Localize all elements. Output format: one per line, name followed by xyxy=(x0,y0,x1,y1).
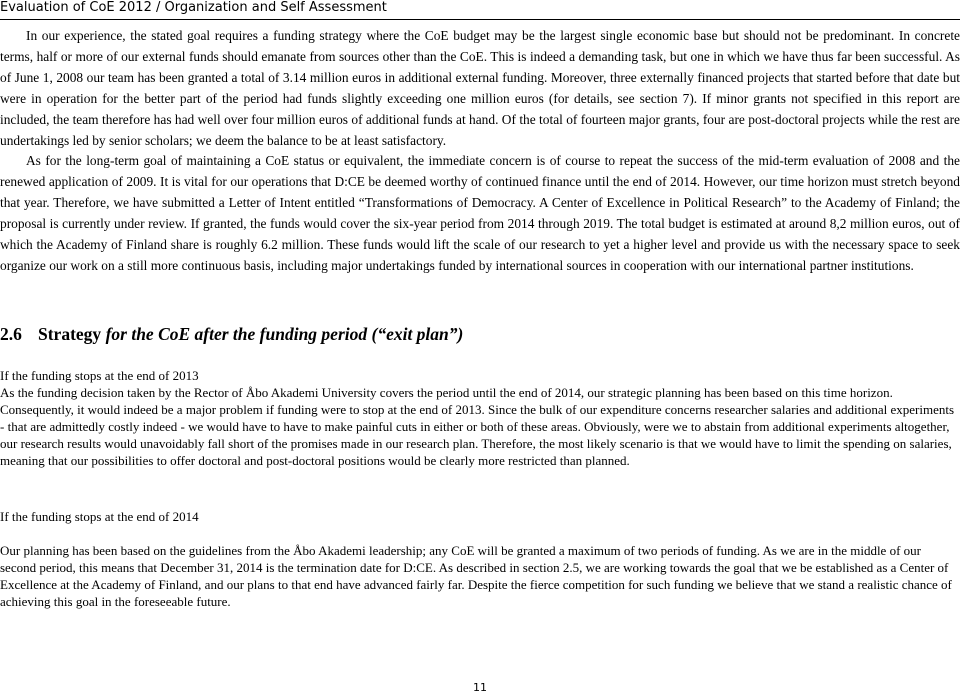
paragraph-long-term-goal: As for the long-term goal of maintaining a CoE status or equivalent, the immediate concern is of course to repeat the success of the mid-term evaluation of 2008 and the renewed application of 2009. It is vital for our operations that D:CE be deemed worthy of continued finance until the end of 2014. However, our time horizon must stretch beyond that year. Therefore, we have submitted a Letter of Intent entitled “Transformations of Democracy. A Center of Excellence in Political Research” to the Academy of Finland; the proposal is currently under review. If granted, the funds would cover the six-year period from 2014 through 2019. The total budget is estimated at around 8,2 million euros, out of which the Academy of Finland share is roughly 6.2 million. These funds would lift the scale of our research to yet a higher level and provide us with the necessary space to seek organize our work on a still more continuous basis, including major undertakings funded by international sources in cooperation with our international partner institutions. xyxy=(0,153,960,273)
section-title-plain: Strategy xyxy=(38,324,106,344)
exit-plan-case-2014-heading xyxy=(0,508,960,525)
header-rule xyxy=(0,19,960,20)
body-text xyxy=(0,26,960,277)
running-header-title: Evaluation of CoE 2012 / Organization and Self Assessment xyxy=(0,0,387,15)
paragraph-funding-strategy: In our experience, the stated goal requires a funding strategy where the CoE budget may be the largest single economic base but should not be predominant. In concrete terms, half or more of our external funds should emanate from sources other than the CoE. This is indeed a demanding task, but one in which we have thus far been successful. As of June 1, 2008 our team has been granted a total of 3.14 million euros in additional external funding. Moreover, three externally financed projects that started before that date but were in operation for the better part of the period had funds slightly exceeding one million euros (for details, see section 7). If minor grants not specified in this report are included, the team therefore has had well over four million euros of additional funds at hand. Of the total of fourteen major grants, four are post-doctoral projects while the rest are undertakings led by senior scholars; we deem the balance to be at least satisfactory. xyxy=(0,28,960,148)
section-title-italic: for the CoE after the funding period (“exit plan”) xyxy=(105,324,464,344)
page-number xyxy=(0,681,960,695)
case-2013-heading: If the funding stops at the end of 2013 xyxy=(0,368,199,383)
case-2014-text: Our planning has been based on the guidelines from the Åbo Akademi leadership; any CoE will be granted a maximum of two periods of funding. As we are in the middle of our second period, this means that December 31, 2014 is the termination date for D:CE. As described in section 2.5, we are working towards the goal that we be established as a Center of Excellence at the Academy of Finland, and our plans to that end have advanced fairly far. Despite the fierce competition for such funding we believe that we stand a realistic chance of achieving this goal in the foreseeable future. xyxy=(0,543,952,609)
exit-plan-case-2013 xyxy=(0,367,960,469)
section-number: 2.6 xyxy=(0,324,22,344)
section-heading xyxy=(0,322,960,346)
case-2013-text: As the funding decision taken by the Rector of Åbo Akademi University covers the period until the end of 2014, our strategic planning has been based on this time horizon. Consequently, it would indeed be a major problem if funding were to stop at the end of 2013. Since the bulk of our expenditure concerns researcher salaries and additional experiments - that are admittedly costly indeed - we would have to have to make painful cuts in either or both of these areas. Obviously, were we to abstain from additional experiments altogether, our research results would unavoidably fall short of the promises made in our research plan. Therefore, the most likely scenario is that we would have to limit the spending on salaries, meaning that our possibilities to offer doctoral and post-doctoral positions would be clearly more restricted than planned. xyxy=(0,385,955,468)
case-2014-heading: If the funding stops at the end of 2014 xyxy=(0,509,199,524)
exit-plan-case-2014 xyxy=(0,542,960,610)
page-number-value: 11 xyxy=(473,681,487,694)
